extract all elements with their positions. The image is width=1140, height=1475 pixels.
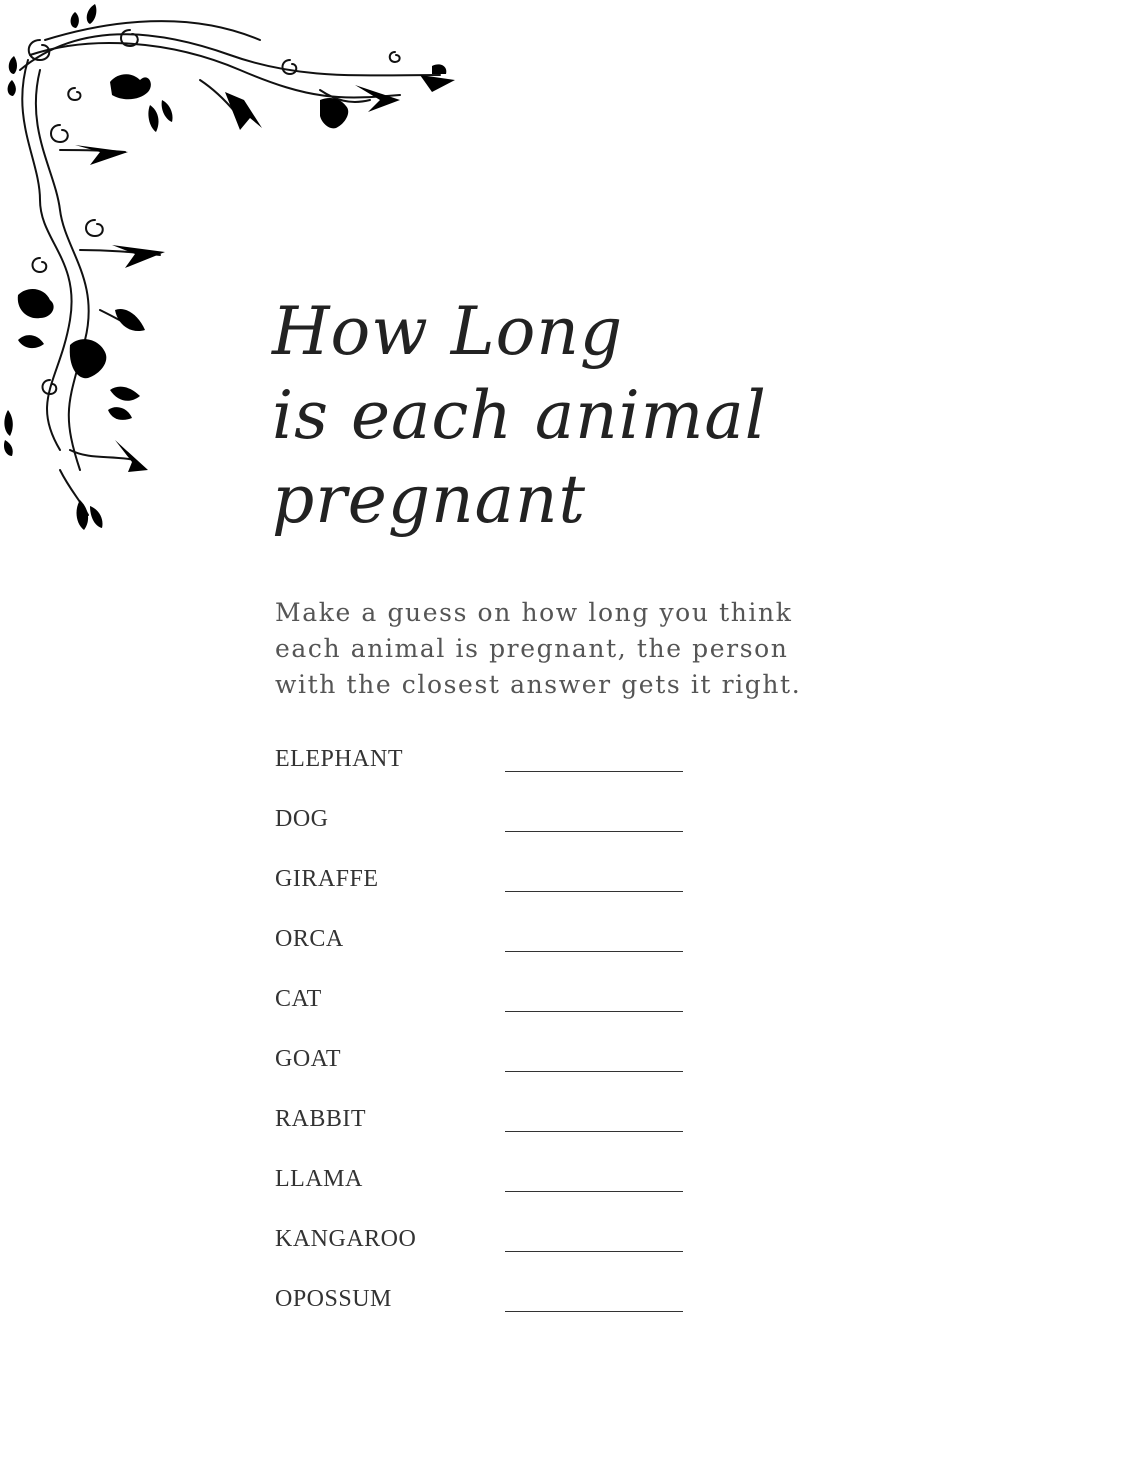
list-item [275, 922, 695, 982]
animal-name: CAT [275, 986, 322, 1012]
animal-name: DOG [275, 806, 329, 832]
title-line-2: is each animal [272, 377, 767, 454]
answer-line[interactable] [505, 951, 683, 952]
answer-line[interactable] [505, 1131, 683, 1132]
title-line-3: pregnant [272, 461, 586, 538]
answer-line[interactable] [505, 831, 683, 832]
answer-line[interactable] [505, 1251, 683, 1252]
list-item [275, 742, 695, 802]
answer-line[interactable] [505, 891, 683, 892]
answer-line[interactable] [505, 771, 683, 772]
animal-name: ELEPHANT [275, 746, 403, 772]
list-item [275, 1162, 695, 1222]
page-title [272, 290, 832, 542]
animal-name: OPOSSUM [275, 1286, 392, 1312]
animal-name: RABBIT [275, 1106, 367, 1132]
list-item [275, 1282, 695, 1342]
answer-line[interactable] [505, 1071, 683, 1072]
animal-name: ORCA [275, 926, 344, 952]
answer-line[interactable] [505, 1191, 683, 1192]
animal-name: LLAMA [275, 1166, 363, 1192]
list-item [275, 802, 695, 862]
animal-list [275, 742, 695, 1342]
animal-name: KANGAROO [275, 1226, 417, 1252]
list-item [275, 862, 695, 922]
instructions-text: Make a guess on how long you think each animal is pregnant, the person with the closest answer gets it right. [275, 598, 802, 699]
list-item [275, 1042, 695, 1102]
animal-name: GIRAFFE [275, 866, 379, 892]
list-item [275, 1222, 695, 1282]
title-line-1: How Long [272, 293, 624, 370]
animal-name: GOAT [275, 1046, 341, 1072]
list-item [275, 1102, 695, 1162]
answer-line[interactable] [505, 1311, 683, 1312]
list-item [275, 982, 695, 1042]
answer-line[interactable] [505, 1011, 683, 1012]
